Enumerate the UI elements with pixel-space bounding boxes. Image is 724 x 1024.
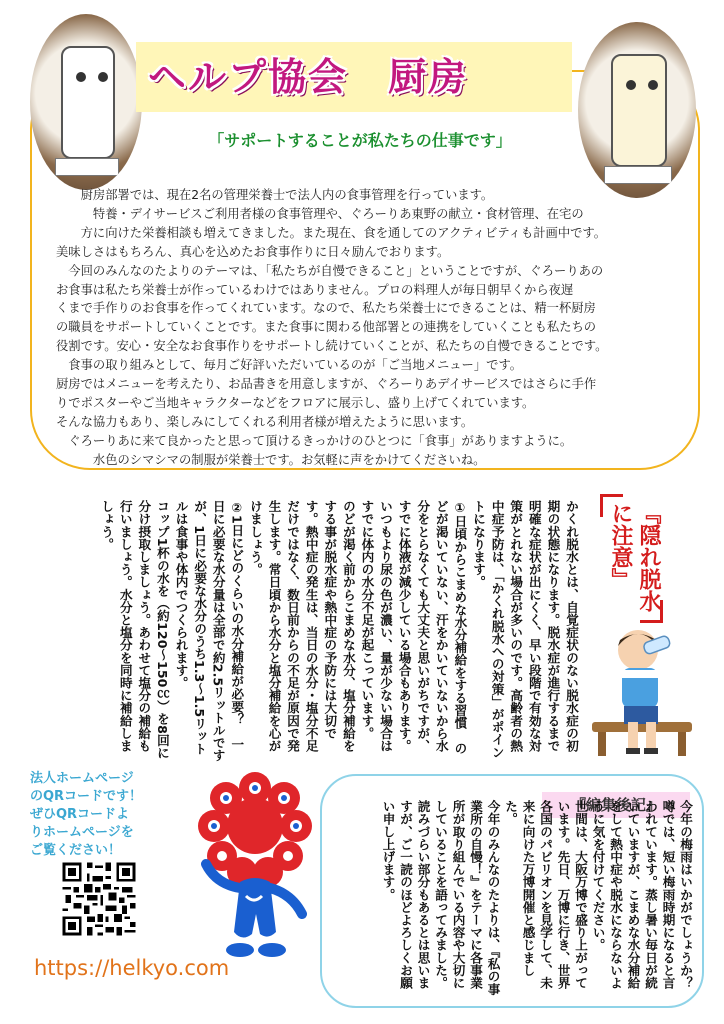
article-paragraph: ①日頃からこまめな水分補給をする習慣 のどが渇いていない、汗をかいていないから水分をとらなくても大丈夫と思いがちですが、すでに体液が減少している場合もあります。いつもより尿の色が濃い、量が少ない場合はすでに体内の水分不足が起こっています。 (359, 500, 468, 755)
photo-left-craft (30, 14, 142, 190)
intro-line: 特養・デイサービスご利用者様の食事管理や、ぐろーりあ東野の献立・食材管理、在宅の (56, 206, 584, 221)
mascot-illustration (196, 764, 314, 974)
qr-code-icon[interactable] (60, 860, 138, 938)
qr-note-line: 法人ホームページ (30, 771, 134, 786)
editor-note-title: 『編集後記』 (542, 792, 690, 818)
intro-line: の職員をサポートしていくことです。また食事に関わる他部署との連携をしていくことも私たちの (56, 320, 597, 335)
intro-line: 方に向けた栄養相談も増えてきました。また現在、食を通してのアクティビティも計画中です。 (56, 225, 607, 240)
intro-line: ぐろーりあに来て良かったと思って頂けるきっかけのひとつに「食事」がありますように。 (56, 433, 573, 448)
intro-line: 水色のシマシマの制服が栄養士です。お気軽に声をかけてくださいね。 (56, 452, 486, 467)
editor-note-body (334, 800, 694, 1000)
qr-note-line: りホームページを (30, 825, 134, 840)
intro-line: くまで手作りのお食事を作ってくれています。なので、私たち栄養士にできることは、精一杯厨房 (56, 301, 596, 316)
homepage-link[interactable]: https://helkyo.com (34, 956, 230, 980)
qr-note-line: ぜひQRコードよ (30, 807, 130, 822)
article-paragraph: のどが渇く前からこまめな水分、塩分補給をする事が脱水症や熱中症の予防には大切です。熱中症の発生は、当日の水分・塩分不足だけではなく、数日前からの不足が原因で発生します。常日頃から水分と塩分補給を心がけましょう。 (247, 500, 356, 752)
editor-paragraph: 今年の梅雨はいかがでしょうか？噂では、短い梅雨時期になると言われています。蒸し暑い毎日が続いていますが、こまめな水分補給をして熱中症や脱水にならないように気を付けてください。 (590, 800, 693, 989)
article-body (40, 500, 580, 762)
qr-note (30, 770, 190, 860)
qr-note-line: のQRコードです！ (30, 789, 143, 804)
article-paragraph: コップ1杯の水を（約120〜150㏄）を8回に分け摂取しましょう。あわせて塩分の補給も行いましょう。水分と塩分を同時に補給しましょう。 (99, 500, 170, 760)
intro-line: 美味しさはもちろん、真心を込めたお食事作りに日々励んでおります。 (56, 244, 450, 259)
intro-line: 厨房ではメニューを考えたり、お品書きを用意しますが、ぐろーりあデイサービスではさらに手作 (56, 377, 597, 392)
drinking-person-illustration (584, 610, 702, 760)
article-paragraph: ②1日にどのくらいの水分補給が必要？ 一日に必要な水分量は全部で約2.5リットルですが、1日に必要な水分のうち1.3〜1.5リットルは食事や体内でつくられます。 (173, 500, 245, 762)
intro-line: 今回のみんなのたよりのテーマは、「私たちが自慢できること」ということですが、ぐろーりあの (56, 263, 604, 278)
qr-note-line: ご覧ください！ (30, 843, 122, 858)
intro-line: 役割です。安心・安全なお食事作りをサポートし続けていくことが、私たちの自慢できることです。 (56, 339, 608, 354)
editor-paragraph: 世間は、大阪万博で盛り上がっています。先日、万博に行き、世界各国のパビリオンを見学して、未来に向けた万博開催と感じました。 (503, 800, 588, 989)
intro-line: 食事の取り組みとして、毎月ご好評いただいているのが「ご当地メニュー」です。 (56, 358, 523, 373)
intro-line: お食事は私たち栄養士が作っているわけではありません。プロの料理人が毎日朝早くから夜遅 (56, 282, 574, 297)
intro-line: そんな協力もあり、楽しみにしてくれる利用者様が増えたように思います。 (56, 414, 474, 429)
photo-right-craft (578, 22, 696, 198)
intro-line: りでポスターやご当地キャラクターなどをフロアに展示し、盛り上げてくれています。 (56, 395, 535, 410)
page-title: ヘルプ協会 厨房 (148, 55, 469, 99)
editor-paragraph: 今年のみんなのたよりは、『私の事業所の自慢！』をテーマに各事業所が取り組んでいる内容や大切にしていることを語ってみました。 (433, 800, 501, 996)
article-paragraph: かくれ脱水とは、自覚症状のない脱水症の初期の状態になります。脱水症が進行するまで明確な症状が出にくく、早い段階で有効な対策がとれない場合が多いのです。高齢者の熱中症予防は、「かくれ脱水への対策」がポイントになります。 (471, 500, 579, 759)
page-subtitle: 「サポートすることが私たちの仕事です」 (208, 131, 512, 150)
editor-paragraph: 読みづらい部分もあるとは思いますが、ご一読のほどよろしくお願い申し上げます。 (380, 800, 431, 989)
article-title: 『隠れ脱水に注意』 (608, 502, 661, 612)
intro-text (56, 186, 672, 470)
intro-line: 厨房部署では、現在2名の管理栄養士で法人内の食事管理を行っています。 (56, 188, 494, 202)
